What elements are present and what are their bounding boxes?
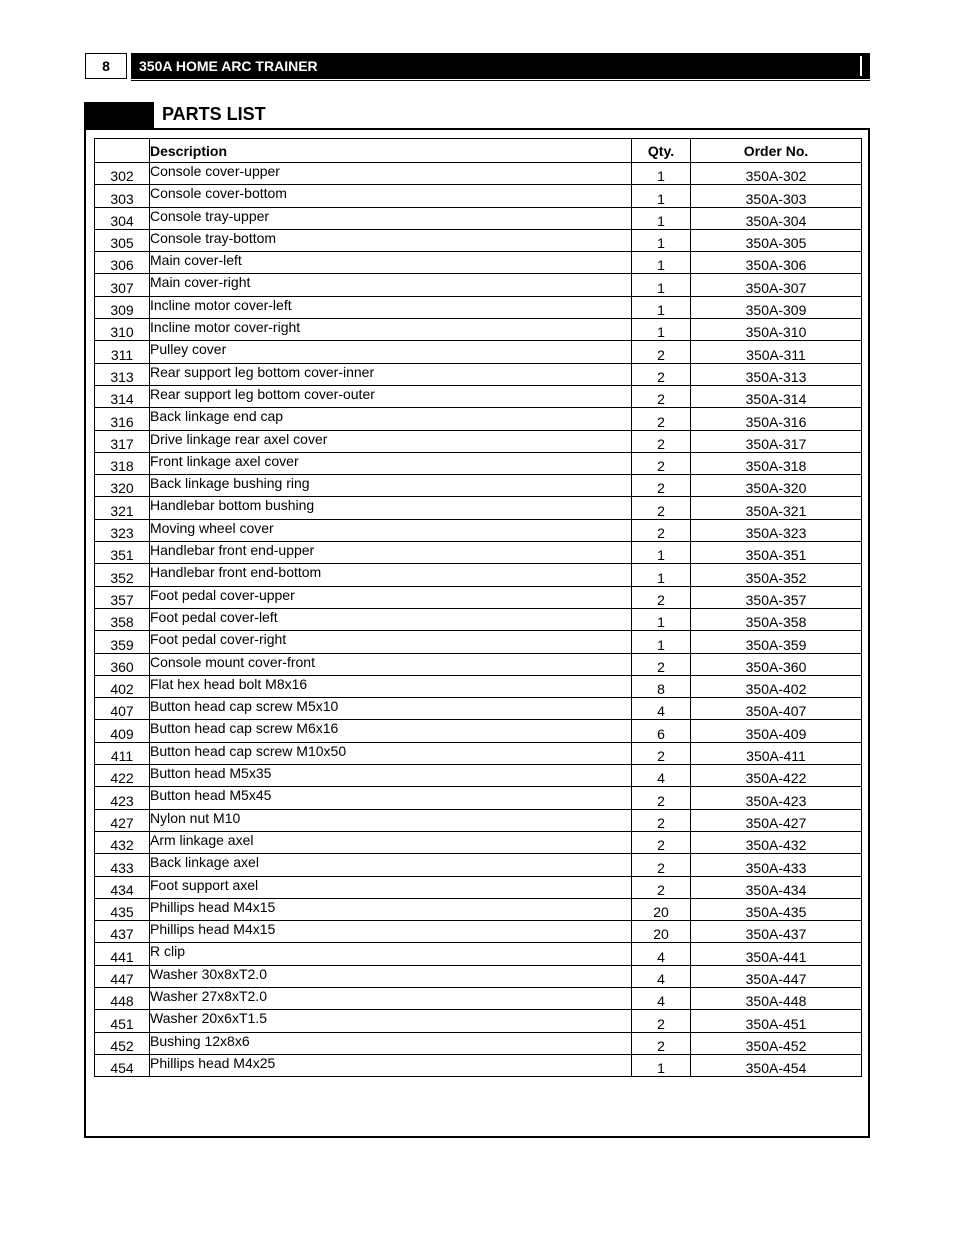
part-order-no: 350A-321 <box>691 497 862 519</box>
table-row <box>95 742 862 764</box>
part-number: 423 <box>95 787 150 809</box>
part-order-no: 350A-432 <box>691 831 862 853</box>
part-qty: 1 <box>632 252 691 274</box>
part-qty: 2 <box>632 475 691 497</box>
table-row <box>95 653 862 675</box>
table-row <box>95 675 862 697</box>
part-qty: 1 <box>632 229 691 251</box>
part-order-no: 350A-307 <box>691 274 862 296</box>
part-order-no: 350A-358 <box>691 608 862 630</box>
part-number: 358 <box>95 608 150 630</box>
part-number: 359 <box>95 631 150 653</box>
part-order-no: 350A-303 <box>691 185 862 207</box>
parts-table-body <box>95 163 862 1077</box>
header-divider <box>860 56 862 76</box>
part-number: 434 <box>95 876 150 898</box>
part-qty: 1 <box>632 564 691 586</box>
part-number: 302 <box>95 163 150 185</box>
table-row <box>95 720 862 742</box>
table-row <box>95 809 862 831</box>
part-description: Foot support axel <box>150 876 632 898</box>
part-qty: 2 <box>632 831 691 853</box>
part-description: Washer 20x6xT1.5 <box>150 1010 632 1032</box>
table-row <box>95 519 862 541</box>
part-description: Washer 30x8xT2.0 <box>150 965 632 987</box>
part-order-no: 350A-409 <box>691 720 862 742</box>
part-number: 320 <box>95 475 150 497</box>
part-number: 433 <box>95 854 150 876</box>
part-number: 321 <box>95 497 150 519</box>
part-description: Arm linkage axel <box>150 831 632 853</box>
part-description: Button head M5x35 <box>150 765 632 787</box>
part-qty: 8 <box>632 675 691 697</box>
part-qty: 4 <box>632 987 691 1009</box>
part-order-no: 350A-402 <box>691 675 862 697</box>
part-order-no: 350A-351 <box>691 542 862 564</box>
part-number: 437 <box>95 921 150 943</box>
part-number: 311 <box>95 341 150 363</box>
page-number: 8 <box>85 53 127 79</box>
part-order-no: 350A-309 <box>691 296 862 318</box>
part-number: 422 <box>95 765 150 787</box>
part-order-no: 350A-305 <box>691 229 862 251</box>
table-row <box>95 319 862 341</box>
part-order-no: 350A-422 <box>691 765 862 787</box>
table-row <box>95 831 862 853</box>
section-marker <box>84 102 154 129</box>
table-row <box>95 385 862 407</box>
part-description: Nylon nut M10 <box>150 809 632 831</box>
part-qty: 1 <box>632 163 691 185</box>
part-order-no: 350A-423 <box>691 787 862 809</box>
part-order-no: 350A-411 <box>691 742 862 764</box>
part-qty: 4 <box>632 698 691 720</box>
table-row <box>95 987 862 1009</box>
part-description: Handlebar front end-bottom <box>150 564 632 586</box>
part-description: Handlebar front end-upper <box>150 542 632 564</box>
part-number: 411 <box>95 742 150 764</box>
part-description: Moving wheel cover <box>150 519 632 541</box>
table-row <box>95 876 862 898</box>
part-description: Button head cap screw M6x16 <box>150 720 632 742</box>
part-number: 402 <box>95 675 150 697</box>
part-order-no: 350A-357 <box>691 586 862 608</box>
part-order-no: 350A-306 <box>691 252 862 274</box>
part-qty: 4 <box>632 943 691 965</box>
table-row <box>95 475 862 497</box>
table-row <box>95 1010 862 1032</box>
part-description: Handlebar bottom bushing <box>150 497 632 519</box>
part-order-no: 350A-407 <box>691 698 862 720</box>
table-row <box>95 408 862 430</box>
part-order-no: 350A-302 <box>691 163 862 185</box>
part-number: 447 <box>95 965 150 987</box>
part-number: 303 <box>95 185 150 207</box>
part-number: 304 <box>95 207 150 229</box>
part-number: 435 <box>95 898 150 920</box>
part-description: Rear support leg bottom cover-outer <box>150 385 632 407</box>
part-qty: 2 <box>632 452 691 474</box>
part-number: 310 <box>95 319 150 341</box>
part-number: 432 <box>95 831 150 853</box>
part-order-no: 350A-323 <box>691 519 862 541</box>
table-row <box>95 898 862 920</box>
part-qty: 2 <box>632 408 691 430</box>
part-number: 452 <box>95 1032 150 1054</box>
table-row <box>95 229 862 251</box>
table-row <box>95 341 862 363</box>
part-number: 305 <box>95 229 150 251</box>
part-description: Main cover-right <box>150 274 632 296</box>
part-qty: 2 <box>632 363 691 385</box>
part-number: 441 <box>95 943 150 965</box>
table-row <box>95 1054 862 1076</box>
table-row <box>95 185 862 207</box>
part-number: 409 <box>95 720 150 742</box>
part-qty: 1 <box>632 631 691 653</box>
part-order-no: 350A-437 <box>691 921 862 943</box>
part-description: Foot pedal cover-right <box>150 631 632 653</box>
table-row <box>95 207 862 229</box>
part-description: Console mount cover-front <box>150 653 632 675</box>
part-qty: 20 <box>632 921 691 943</box>
part-order-no: 350A-448 <box>691 987 862 1009</box>
table-row <box>95 921 862 943</box>
part-qty: 4 <box>632 965 691 987</box>
part-qty: 2 <box>632 809 691 831</box>
table-row <box>95 296 862 318</box>
part-qty: 2 <box>632 1032 691 1054</box>
part-order-no: 350A-360 <box>691 653 862 675</box>
part-description: Rear support leg bottom cover-inner <box>150 363 632 385</box>
part-qty: 2 <box>632 497 691 519</box>
part-number: 454 <box>95 1054 150 1076</box>
table-row <box>95 252 862 274</box>
header-rule <box>131 80 870 81</box>
part-description: Phillips head M4x15 <box>150 921 632 943</box>
part-description: Console tray-upper <box>150 207 632 229</box>
part-number: 357 <box>95 586 150 608</box>
part-number: 314 <box>95 385 150 407</box>
part-qty: 1 <box>632 274 691 296</box>
part-description: Bushing 12x8x6 <box>150 1032 632 1054</box>
table-header-row <box>95 139 862 163</box>
part-number: 323 <box>95 519 150 541</box>
column-header-order-no: Order No. <box>691 139 862 163</box>
part-qty: 2 <box>632 385 691 407</box>
part-order-no: 350A-359 <box>691 631 862 653</box>
part-qty: 1 <box>632 296 691 318</box>
part-number: 317 <box>95 430 150 452</box>
column-header-description: Description <box>150 139 632 163</box>
part-description: Console cover-upper <box>150 163 632 185</box>
section-title: PARTS LIST <box>162 104 266 124</box>
table-row <box>95 965 862 987</box>
document-title: 350A HOME ARC TRAINER <box>139 58 318 74</box>
part-order-no: 350A-447 <box>691 965 862 987</box>
part-number: 316 <box>95 408 150 430</box>
column-header-number <box>95 139 150 163</box>
part-order-no: 350A-433 <box>691 854 862 876</box>
part-qty: 2 <box>632 854 691 876</box>
table-row <box>95 542 862 564</box>
table-row <box>95 698 862 720</box>
part-description: Back linkage axel <box>150 854 632 876</box>
part-order-no: 350A-454 <box>691 1054 862 1076</box>
part-description: Console cover-bottom <box>150 185 632 207</box>
part-order-no: 350A-427 <box>691 809 862 831</box>
part-qty: 2 <box>632 586 691 608</box>
part-order-no: 350A-316 <box>691 408 862 430</box>
part-qty: 1 <box>632 207 691 229</box>
part-qty: 2 <box>632 742 691 764</box>
part-number: 451 <box>95 1010 150 1032</box>
part-qty: 1 <box>632 542 691 564</box>
part-order-no: 350A-317 <box>691 430 862 452</box>
part-description: Incline motor cover-left <box>150 296 632 318</box>
part-number: 318 <box>95 452 150 474</box>
part-number: 313 <box>95 363 150 385</box>
part-order-no: 350A-434 <box>691 876 862 898</box>
part-qty: 2 <box>632 430 691 452</box>
part-number: 427 <box>95 809 150 831</box>
part-order-no: 350A-451 <box>691 1010 862 1032</box>
table-row <box>95 608 862 630</box>
part-description: Phillips head M4x25 <box>150 1054 632 1076</box>
part-qty: 6 <box>632 720 691 742</box>
part-qty: 2 <box>632 787 691 809</box>
part-description: Phillips head M4x15 <box>150 898 632 920</box>
part-description: Pulley cover <box>150 341 632 363</box>
part-qty: 2 <box>632 1010 691 1032</box>
part-description: Button head cap screw M5x10 <box>150 698 632 720</box>
part-order-no: 350A-313 <box>691 363 862 385</box>
part-description: Back linkage bushing ring <box>150 475 632 497</box>
part-order-no: 350A-352 <box>691 564 862 586</box>
part-description: R clip <box>150 943 632 965</box>
part-order-no: 350A-310 <box>691 319 862 341</box>
table-row <box>95 943 862 965</box>
table-row <box>95 274 862 296</box>
table-row <box>95 497 862 519</box>
table-row <box>95 564 862 586</box>
table-row <box>95 430 862 452</box>
part-number: 448 <box>95 987 150 1009</box>
part-description: Button head M5x45 <box>150 787 632 809</box>
part-description: Button head cap screw M10x50 <box>150 742 632 764</box>
part-description: Main cover-left <box>150 252 632 274</box>
part-order-no: 350A-435 <box>691 898 862 920</box>
part-qty: 1 <box>632 608 691 630</box>
part-qty: 4 <box>632 765 691 787</box>
table-row <box>95 1032 862 1054</box>
part-order-no: 350A-320 <box>691 475 862 497</box>
part-qty: 1 <box>632 1054 691 1076</box>
table-row <box>95 586 862 608</box>
part-order-no: 350A-304 <box>691 207 862 229</box>
part-qty: 1 <box>632 319 691 341</box>
table-row <box>95 631 862 653</box>
table-row <box>95 854 862 876</box>
part-qty: 1 <box>632 185 691 207</box>
table-row <box>95 765 862 787</box>
table-row <box>95 163 862 185</box>
part-description: Back linkage end cap <box>150 408 632 430</box>
column-header-qty: Qty. <box>632 139 691 163</box>
header-title-bar <box>131 53 870 79</box>
part-description: Foot pedal cover-upper <box>150 586 632 608</box>
part-number: 309 <box>95 296 150 318</box>
part-number: 407 <box>95 698 150 720</box>
part-description: Flat hex head bolt M8x16 <box>150 675 632 697</box>
part-description: Washer 27x8xT2.0 <box>150 987 632 1009</box>
part-qty: 2 <box>632 653 691 675</box>
part-number: 352 <box>95 564 150 586</box>
part-qty: 2 <box>632 519 691 541</box>
part-number: 307 <box>95 274 150 296</box>
part-order-no: 350A-441 <box>691 943 862 965</box>
part-number: 360 <box>95 653 150 675</box>
part-description: Incline motor cover-right <box>150 319 632 341</box>
part-number: 306 <box>95 252 150 274</box>
part-order-no: 350A-311 <box>691 341 862 363</box>
part-description: Drive linkage rear axel cover <box>150 430 632 452</box>
parts-table <box>94 138 862 1077</box>
part-description: Foot pedal cover-left <box>150 608 632 630</box>
page-header <box>85 53 870 81</box>
part-number: 351 <box>95 542 150 564</box>
part-qty: 20 <box>632 898 691 920</box>
table-row <box>95 787 862 809</box>
part-qty: 2 <box>632 876 691 898</box>
part-qty: 2 <box>632 341 691 363</box>
part-description: Front linkage axel cover <box>150 452 632 474</box>
table-row <box>95 452 862 474</box>
part-order-no: 350A-314 <box>691 385 862 407</box>
part-description: Console tray-bottom <box>150 229 632 251</box>
part-order-no: 350A-318 <box>691 452 862 474</box>
table-row <box>95 363 862 385</box>
part-order-no: 350A-452 <box>691 1032 862 1054</box>
